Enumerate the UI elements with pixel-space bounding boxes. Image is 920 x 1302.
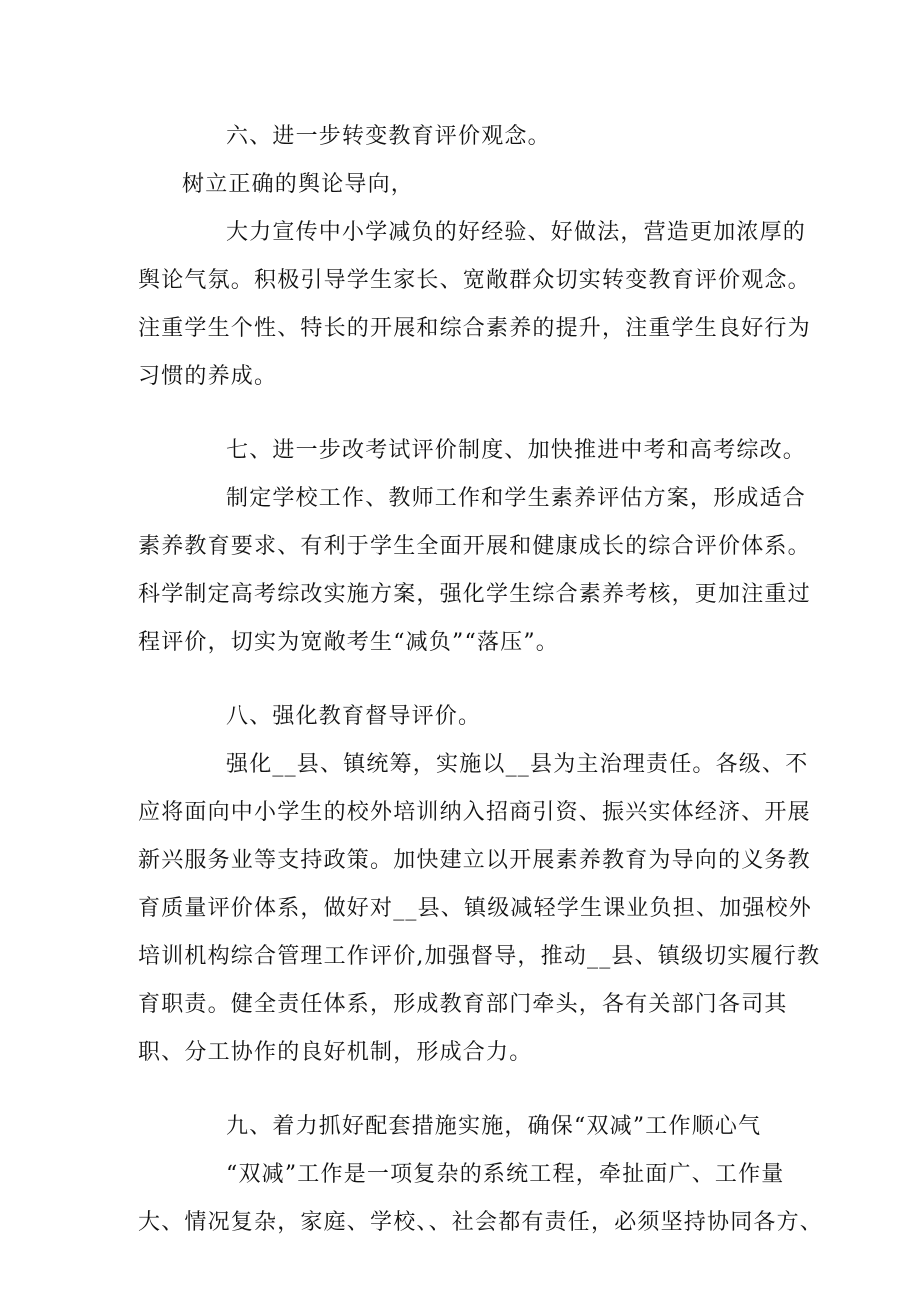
paragraph-line: 培训机构综合管理工作评价,加强督导，推动__县、镇级切实履行教 [138,944,821,969]
paragraph-line: 制定学校工作、教师工作和学生素养评估方案，形成适合 [226,486,807,511]
paragraph-line: 科学制定高考综改实施方案，强化学生综合素养考核，更加注重过 [138,582,811,607]
paragraph-line: 程评价，切实为宽敞考生“减负”“落压”。 [138,630,559,655]
paragraph-line: 大、情况复杂，家庭、学校、、社会都有责任，必须坚持协同各方、 [138,1210,824,1235]
heading-section-6: 六、进一步转变教育评价观念。 [226,124,551,149]
paragraph-line: 大力宣传中小学减负的好经验、好做法，营造更加浓厚的 [226,220,807,245]
paragraph-line: 新兴服务业等支持政策。加快建立以开展素养教育为导向的义务教 [138,848,811,873]
heading-section-7: 七、进一步改考试评价制度、加快推进中考和高考综改。 [226,438,807,463]
paragraph-line: 素养教育要求、有利于学生全面开展和健康成长的综合评价体系。 [138,534,811,559]
paragraph-line: 树立正确的舆论导向， [182,172,415,197]
paragraph-line: 育职责。健全责任体系，形成教育部门牵头，各有关部门各司其 [138,992,788,1017]
heading-section-8: 八、强化教育督导评价。 [226,704,482,729]
paragraph-line: 注重学生个性、特长的开展和综合素养的提升，注重学生良好行为 [138,316,811,341]
paragraph-line: 育质量评价体系，做好对__县、镇级减轻学生课业负担、加强校外 [138,896,813,921]
paragraph-line: “双减”工作是一项复杂的系统工程，牵扯面广、工作量 [226,1162,785,1187]
heading-section-9: 九、着力抓好配套措施实施，确保“双减”工作顺心气 [226,1114,762,1139]
paragraph-line: 应将面向中小学生的校外培训纳入招商引资、振兴实体经济、开展 [138,800,811,825]
paragraph-line: 舆论气氛。积极引导学生家长、宽敞群众切实转变教育评价观念。 [138,268,811,293]
paragraph-line: 习惯的养成。 [138,364,278,389]
paragraph-line: 强化__县、镇统筹，实施以__县为主治理责任。各级、不 [226,752,809,777]
paragraph-line: 职、分工协作的良好机制，形成合力。 [138,1040,533,1065]
